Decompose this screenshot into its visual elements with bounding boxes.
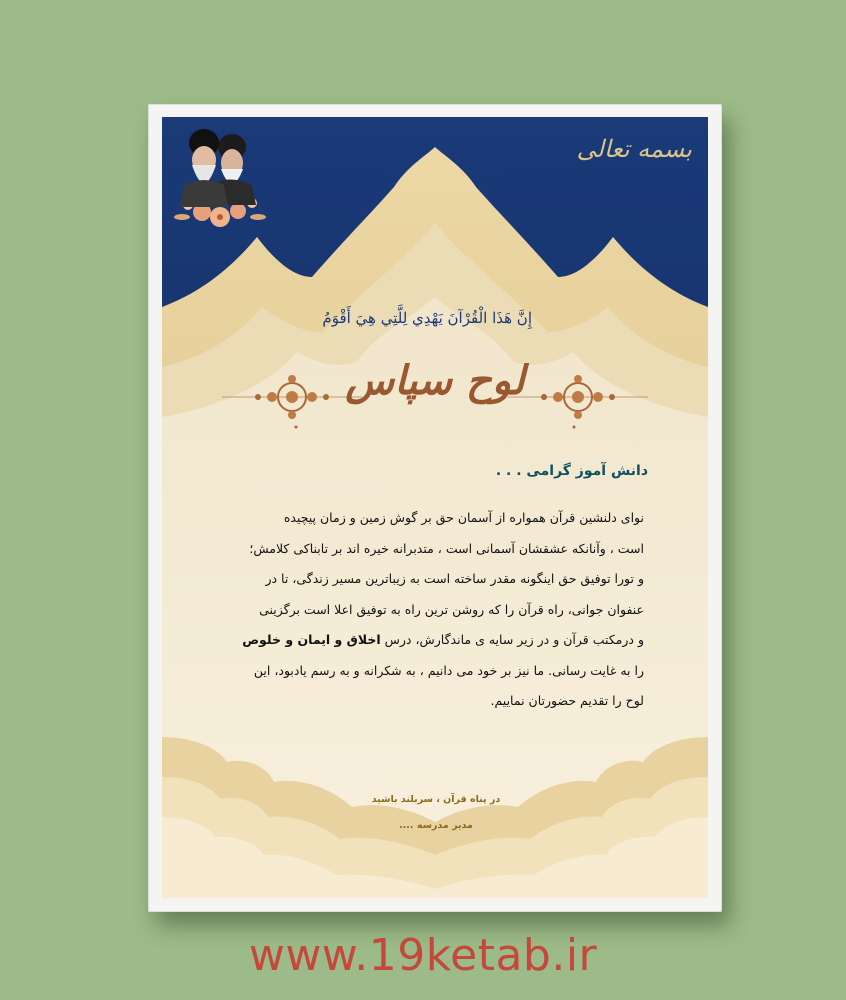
website-watermark: www.19ketab.ir: [248, 930, 598, 981]
body-line: لوح را تقدیم حضورتان نماییم.: [490, 693, 644, 708]
closing-line: در پناه قرآن ، سربلند باشید: [371, 794, 501, 805]
quran-calligraphy: إِنَّ هَذَا الْقُرْآنَ يَهْدِي لِلَّتِي هِيَ أَقْوَمُ: [322, 309, 532, 327]
bismillah-corner-text: بسمه تعالی: [576, 135, 692, 163]
body-line: نوای دلنشین قرآن همواره از آسمان حق بر گوش زمین و زمان پیچیده: [283, 510, 644, 525]
body-line: را به غایت رسانی. ما نیز بر خود می دانیم ، به شکرانه و به رسم یادبود، این: [253, 662, 644, 678]
body-line: عنفوان جوانی، راه قرآن را که روشن ترین راه به توفیق اعلا است برگزینی: [259, 601, 644, 617]
body-paragraph: [214, 503, 644, 717]
certificate-poster: [162, 117, 708, 898]
bold-phrase: اخلاق و ایمان و خلوص: [242, 632, 381, 647]
signer-line: مدیر مدرسه ....: [399, 820, 473, 831]
portraits-image: [172, 123, 268, 233]
body-line: و درمکتب قرآن و در زیر سایه ی ماندگارش، درس: [384, 632, 644, 647]
certificate-title: لوح سپاس: [345, 357, 525, 404]
body-line: است ، وآنانکه عشقشان آسمانی است ، متدبرانه خیره اند بر تابناکی کلامش؛: [249, 540, 644, 556]
body-line: و تورا توفیق حق اینگونه مقدر ساخته است به زیباترین مسیر زندگی، تا در: [265, 571, 644, 586]
body-line-with-bold: [214, 625, 644, 656]
greeting-line: دانش آموز گرامی . . .: [495, 463, 648, 479]
